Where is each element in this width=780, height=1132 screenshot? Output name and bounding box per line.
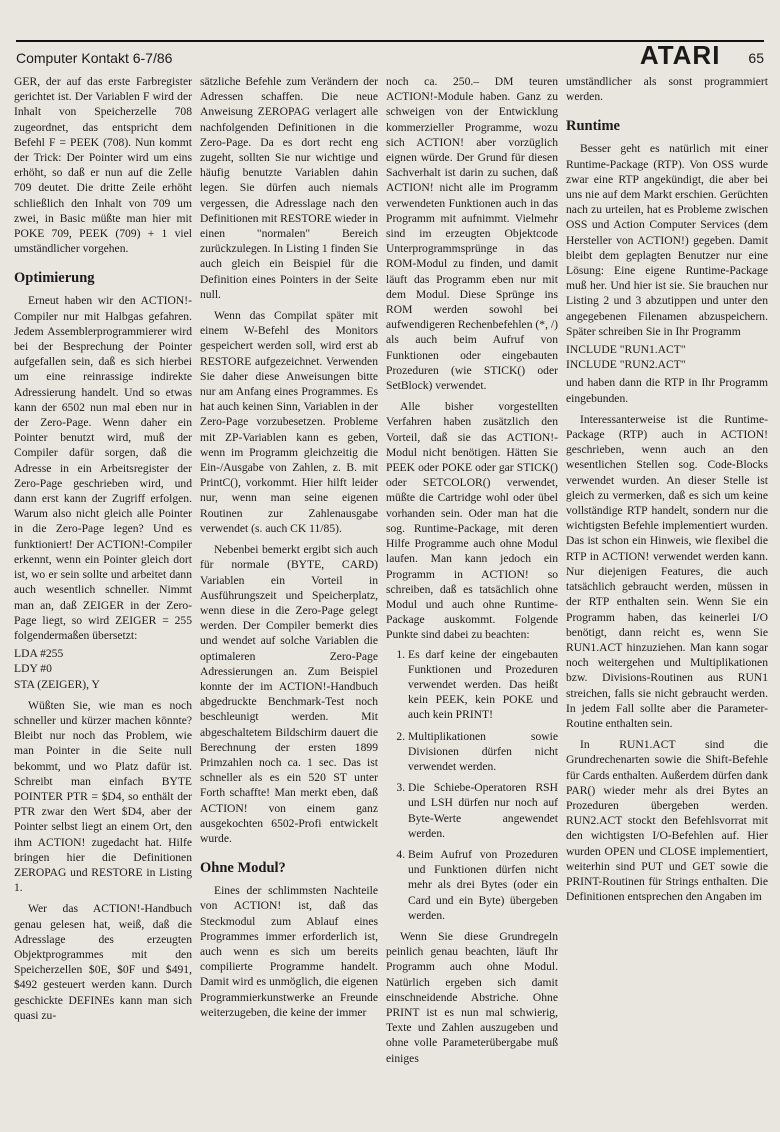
paragraph: Wenn Sie diese Grundregeln peinlich genau beachten, läuft Ihr Programm auch ohne Modul. Natürlich ergeben sich damit einschneidende Abstriche. Ohne PRINT ist es nun mal schwierig, Texte und Zahlen auszugeben und ohne volle Parameterübergabe muß einiges [386, 929, 558, 1065]
paragraph: GER, der auf das erste Farbregister gerichtet ist. Der Variablen F wird der Inhalt von Speicherzelle 708 zugeordnet, das entspricht dem Befehl F = PEEK (708). Nun kommt der Trick: Der Pointer wird um eins erhöht, so daß er nun auf die Zelle 709 deutet. Die dritte Zeile erhöht schließlich den Inhalt von 709 um zwei, in Basic müßte man hier mit POKE 709, PEEK (709) + 1 viel umständlicher vorgehen. [14, 75, 192, 256]
column-3 [386, 74, 558, 1066]
article-body [14, 74, 768, 1114]
list-item: 1. Es darf keine der eingebauten Funktionen und Prozeduren verwendet werden. Das heißt kein PEEK, kein POKE und auch kein PRINT! [408, 647, 558, 723]
heading-ohne-modul: Ohne Modul? [200, 860, 286, 877]
paragraph: Interessanterweise ist die Runtime-Package (RTP) auch in ACTION! geschrieben, wenn auch an den wesentlichen Stellen sog. Code-Blocks verwendet wurden. An dieser Stelle ist gleich zu vermerken, daß es sich um keine vollständige RTP handelt, sondern nur die wichtigsten Befehle implementiert wurden. Das ist schon ein Hinweis, wie flexibel die RTP in ACTION! verwendet werden kann. Nur diejenigen Features, die auch tatsächlich gebraucht werden, müssen in der RTP enthalten sein. Wenn Sie ein Programm haben, das keinerlei I/O benötigt, dann reicht es, wenn Sie RUN1.ACT hinzuziehen. Man kann sogar noch weitergehen und Multiplikationen bzw. Divisions-Routinen aus RUN1 streichen, falls sie nicht gebraucht werden. In jedem Fall sollte aber die Parameter-Routine enthalten sein. [566, 412, 768, 730]
paragraph: Nebenbei bemerkt ergibt sich auch für normale (BYTE, CARD) Variablen ein Vorteil in Ausführungszeit und Speicherplatz, wenn diese in die Zero-Page gelegt werden. Der Compiler bemerkt dies und wendet auf solche Variablen die optimaleren Zero-Page Adressierungen an. Zum Beispiel konnte der im ACTION!-Handbuch abgedruckte Benchmark-Test noch beschleunigt werden. Mit abgeschaltetem Bildschirm dauert die Berechnung der ersten 1899 Primzahlen noch ca. 1 sec. Das ist schneller als es ein 520 ST unter Forth schaffte! Man merkt eben, daß ACTION! von einem ganz ausgekochten 6502-Profi entwickelt wurde. [200, 543, 378, 845]
paragraph: und haben dann die RTP in Ihr Programm eingebunden. [566, 376, 768, 405]
paragraph: Wenn das Compilat später mit einem W-Befehl des Monitors gespeichert werden soll, wird erst ab RESTORE aufgezeichnet. Verwenden Sie daher diese Anweisungen bitte nur am Anfang eines Programmes. Es hat auch keinen Sinn, Variablen in der Zero-Page vorzubesetzen. Probleme mit ZP-Variablen kann es geben, wenn im Programm gleichzeitig die Ein-/Ausgabe von Zahlen, z. B. mit PrintC(), vorkommt. Hier hilft leider nur, wenn man seine eigenen Routinen zur Zahlenausgabe verwendet (s. auch CK 11/85). [200, 309, 378, 535]
list-item: 3. Die Schiebe-Operatoren RSH und LSH dürfen nur noch auf Byte-Werte angewendet werden. [408, 780, 558, 841]
paragraph: Wer das ACTION!-Handbuch genau gelesen hat, weiß, daß die Adresslage des erzeugten Objektprogrammes mit den Speicherzellen $0E, $0F und $491, $492 gesteuert werden kann. Durch geschickte DEFINEs kann man sich quasi zu- [14, 902, 192, 1022]
paragraph: sätzliche Befehle zum Verändern der Adressen schaffen. Die neue Anweisung ZEROPAG verlagert alle nachfolgenden Definitionen in die Zero-Page. Da es dort recht eng zugeht, sollten Sie nur wichtige und häufig benutzte Variablen dahin legen. Sie dürfen auch niemals vergessen, die Adresslage nach den Definitionen mit RESTORE wieder in einen "normalen" Bereich zurückzulegen. In Listing 1 finden Sie auch gleich ein Beispiel für die Definition eines Pointers in der Seite null. [200, 75, 378, 301]
column-1 [14, 74, 192, 1023]
paragraph: umständlicher als sonst programmiert werden. [566, 75, 768, 104]
paragraph: Eines der schlimmsten Nachteile von ACTION! ist, daß das Steckmodul zum Ablauf eines Programmes immer erforderlich ist, auch wenn es sich um bereits compilierte Programme handelt. Damit wird es unmöglich, die eigenen Programmierkunstwerke an Freunde weiterzugeben, die keine der immer [200, 884, 378, 1019]
code-line: LDY #0 [14, 662, 52, 676]
code-line: INCLUDE "RUN1.ACT" [566, 343, 686, 357]
list-item: 2. Multiplikationen sowie Divisionen dürfen nicht verwendet werden. [408, 729, 558, 775]
section-title: ATARI [639, 40, 721, 70]
rules-list [386, 647, 558, 923]
code-line: STA (ZEIGER), Y [14, 677, 100, 691]
paragraph: Besser geht es natürlich mit einer Runtime-Package (RTP). Von OSS wurde zwar eine RTP angekündigt, die aber bei uns nie auf dem Markt erschien. Gerüchten nach zu urteilen, hat es Probleme zwischen OSS und Action Computer Services (dem Hersteller von ACTION!) gegeben. Damit bleibt dem geplagten Benutzer nur eine Lösung: Eine eigene Runtime-Package muß her. Und hier ist sie. Sie brauchen nur Listing 2 und 3 abzutippen und unter den angegebenen Filenamen abzuspeichern. Später schreiben Sie in Ihr Programm [566, 142, 768, 338]
page-number: 65 [748, 50, 764, 66]
magazine-issue: Computer Kontakt 6-7/86 [16, 50, 173, 66]
heading-runtime: Runtime [566, 118, 620, 135]
header-right [640, 42, 764, 68]
code-line: INCLUDE "RUN2.ACT" [566, 358, 686, 372]
code-listing [14, 646, 192, 692]
column-2 [200, 74, 378, 1020]
paragraph: Erneut haben wir den ACTION!-Compiler nur mit Halbgas gefahren. Jedem Assemblerprogrammierer wird bei der Besprechung der Pointer aufgefallen sein, daß es sich hierbei um eine reinrassige indirekte Adressierung handelt. Und so etwas kann der 6502 nun mal eben nur in der Zero-Page. Wenn daher ein Pointer benutzt wird, muß der Compiler dafür sorgen, daß die Adresse in ein Arbeitsregister der Zero-Page geschrieben wird, und dann erst kann der Zugriff erfolgen. Warum also nicht gleich alle Pointer in die Zero-Page legen? Und es funktioniert! Der ACTION!-Compiler erkennt, wenn ein Pointer gleich dort ist, wo er sein sollte und arbeitet dann auch wesentlich schneller. Nimmt man an, daß ZEIGER in der Zero-Page liegt, so wird ZEIGER = 255 folgendermaßen übersetzt: [14, 294, 192, 642]
code-line: LDA #255 [14, 647, 64, 661]
paragraph: Wüßten Sie, wie man es noch schneller und kürzer machen könnte? Bleibt nur noch das Problem, wie man Pointer in die Seite null bekommt, und wo Platz dafür ist. Schreibt man einfach BYTE POINTER PTR = $D4, so enthält der PTR zwar den Wert $D4, aber der Pointer selbst liegt an einem Ort, den ihm ACTION! zugedacht hat. Hilfe bringen hier die Definitionen ZEROPAG und RESTORE in Listing 1. [14, 698, 192, 895]
code-listing [566, 342, 768, 372]
column-4 [566, 74, 768, 904]
list-item: 4. Beim Aufruf von Prozeduren und Funktionen dürfen nicht mehr als drei Bytes (oder ein Card und ein Byte) übergeben werden. [408, 847, 558, 923]
heading-optimierung: Optimierung [14, 270, 95, 287]
page-header [16, 40, 764, 68]
paragraph: In RUN1.ACT sind die Grundrechenarten sowie die Shift-Befehle für Cards enthalten. Außerdem dürfen dank PAR() wieder mehr als drei Bytes an Prozeduren übergeben werden. RUN2.ACT stockt den Befehlsvorrat mit den wichtigsten I/O-Befehlen auf. Hier wurden OPEN und CLOSE implementiert, weiterhin sind PUT und GET sowie die PRINT-Routinen für Strings enthalten. Die Definitionen entsprechen den Angaben im [566, 738, 768, 904]
paragraph: Alle bisher vorgestellten Verfahren haben zusätzlich den Vorteil, daß sie das ACTION!-Modul nicht benötigen. Hätten Sie PEEK oder POKE oder gar STICK() oder SETCOLOR() verwendet, müßte die Cartridge wohl oder übel vorhanden sein. Oder man hat die sog. Runtime-Package, mit deren Hilfe Programme auch ohne Modul laufen. Man kann jedoch ein Programm in ACTION! so schreiben, daß es tatsächlich ohne Modul und auch ohne Runtime-Package auskommt. Folgende Punkte sind dabei zu beachten: [386, 400, 558, 642]
paragraph: noch ca. 250.– DM teuren ACTION!-Module haben. Ganz zu schweigen von der Entwicklung kommerzieller Programme, wozu sich ACTION! aber vorzüglich eignen würde. Der Grund für diesen Sachverhalt ist darin zu suchen, daß ACTION! nicht alle im Programm verwendeten Funktionen auch in das Programm mit aufnimmt. Vielmehr sind im erzeugten Objektcode Unterprogrammsprünge in das ROM-Modul zu finden, und damit läuft das Programm eben nur mit dem Modul. Diese Sprünge ins ROM werden sowohl bei aufwendigeren Rechenbefehlen (*, /) als auch beim Aufruf von Funktionen oder eingebauten Prozeduren (wie STICK() oder SetBlock) verwendet. [386, 75, 558, 393]
